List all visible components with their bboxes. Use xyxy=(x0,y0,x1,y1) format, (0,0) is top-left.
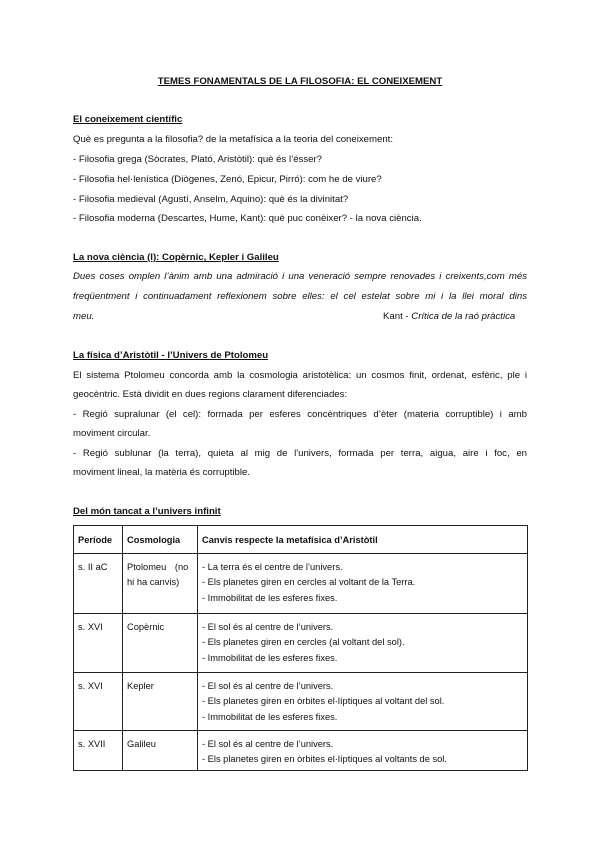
change-item: - Immobilitat de les esferes fixes. xyxy=(202,652,338,663)
paragraph-line: moviment circular. xyxy=(73,428,151,439)
cell-period xyxy=(74,673,123,731)
period-text: s. II aC xyxy=(78,562,108,572)
cell-changes xyxy=(198,673,528,731)
cosmology-text: Galileu xyxy=(127,739,156,749)
section-heading-new-science: La nova ciència (I): Copèrnic, Kepler i Galileu xyxy=(73,252,279,263)
cell-cosmology xyxy=(123,554,198,614)
table-row xyxy=(74,554,528,614)
change-item: - Els planetes giren en òrbites el·líptiques al voltant del sol. xyxy=(202,696,445,707)
cosmology-table xyxy=(73,525,528,771)
list-item: - Filosofia hel·lenística (Diògenes, Zenó, Epicur, Pirró): com he de viure? xyxy=(73,174,382,185)
cell-cosmology xyxy=(123,673,198,731)
change-item: - El sol és al centre de l’univers. xyxy=(202,622,334,632)
paragraph-line: El sistema Ptolomeu concorda amb la cosmologia aristotèlica: un cosmos finit, ordenat, esfèric, ple i xyxy=(73,370,527,381)
quote-line: meu. xyxy=(73,311,95,322)
change-item: - Els planetes giren en cercles (al voltant del sol). xyxy=(202,637,405,648)
paragraph-line: - Regió sublunar (la terra), quieta al mig de l'univers, formada per terra, aigua, aire i foc, en xyxy=(73,448,527,459)
table-row xyxy=(74,731,528,771)
cosmology-text: Kepler xyxy=(127,681,154,691)
change-item: - Els planetes giren en òrbites el·líptiques al voltants de sol. xyxy=(202,754,447,765)
change-item: - El sol és al centre de l’univers. xyxy=(202,681,334,691)
change-item: - El sol és al centre de l’univers. xyxy=(202,739,334,749)
table-row xyxy=(74,614,528,673)
document-title: TEMES FONAMENTALS DE LA FILOSOFIA: EL CONEIXEMENT xyxy=(157,76,443,87)
cell-period xyxy=(74,614,123,673)
header-period: Període xyxy=(74,526,123,554)
cell-cosmology xyxy=(123,731,198,771)
cell-cosmology xyxy=(123,614,198,673)
list-item: - Filosofia moderna (Descartes, Hume, Kant): què puc conèixer? - la nova ciència. xyxy=(73,213,422,224)
period-text: s. XVI xyxy=(78,681,103,691)
period-text: s. XVII xyxy=(78,739,106,749)
paragraph-line: moviment lineal, la matèria és corruptible. xyxy=(73,467,251,478)
cell-period xyxy=(74,554,123,614)
list-item: - Filosofia medieval (Agustí, Anselm, Aquino): què és la divinitat? xyxy=(73,194,349,205)
quote-line: freqüentment i continuadament reflexionem sobre elles: el cel estelat sobre mi i la llei moral dins xyxy=(73,291,527,302)
citation-author: Kant - xyxy=(383,311,412,322)
citation-work: Crítica de la raó pràctica xyxy=(411,311,516,322)
change-item: - Els planetes giren en cercles al voltant de la Terra. xyxy=(202,577,416,588)
section-heading-closed-world: Del món tancat a l’univers infinit xyxy=(73,506,221,517)
paragraph-line: geocèntric. Està dividit en dues regions clarament diferenciades: xyxy=(73,389,348,400)
cosmology-text: Copèrnic xyxy=(127,622,165,632)
list-item: - Filosofia grega (Sòcrates, Plató, Aristòtil): què és l’ésser? xyxy=(73,154,323,165)
cosmology-text: hi ha canvis) xyxy=(127,577,180,587)
change-item: - Immobilitat de les esferes fixes. xyxy=(202,592,338,603)
quote-citation xyxy=(383,311,515,322)
cell-period xyxy=(74,731,123,771)
cosmology-text: Ptolomeu (no xyxy=(127,562,189,572)
header-cosmology: Cosmologia xyxy=(123,526,198,554)
cell-changes xyxy=(198,731,528,771)
paragraph-line: - Regió supralunar (el cel): formada per esferes concèntriques d’èter (materia corruptible) i amb xyxy=(73,409,527,420)
table-header-row xyxy=(74,526,528,554)
section-heading-aristotle-physics: La física d’Aristòtil - l’Univers de Ptolomeu xyxy=(73,350,269,361)
cell-changes xyxy=(198,554,528,614)
change-item: - La terra és el centre de l’univers. xyxy=(202,562,343,572)
section-heading-scientific-knowledge: El coneixement científic xyxy=(73,114,183,125)
table-row xyxy=(74,673,528,731)
period-text: s. XVI xyxy=(78,622,103,632)
quote-line: Dues coses omplen l’ànim amb una admiració i una veneració sempre renovades i creixents,com més xyxy=(73,271,527,282)
paragraph-line: Què es pregunta a la filosofia? de la metafísica a la teoria del coneixement: xyxy=(73,134,393,145)
change-item: - Immobilitat de les esferes fixes. xyxy=(202,711,338,722)
header-changes: Canvis respecte la metafísica d’Aristòtil xyxy=(198,526,528,554)
cell-changes xyxy=(198,614,528,673)
